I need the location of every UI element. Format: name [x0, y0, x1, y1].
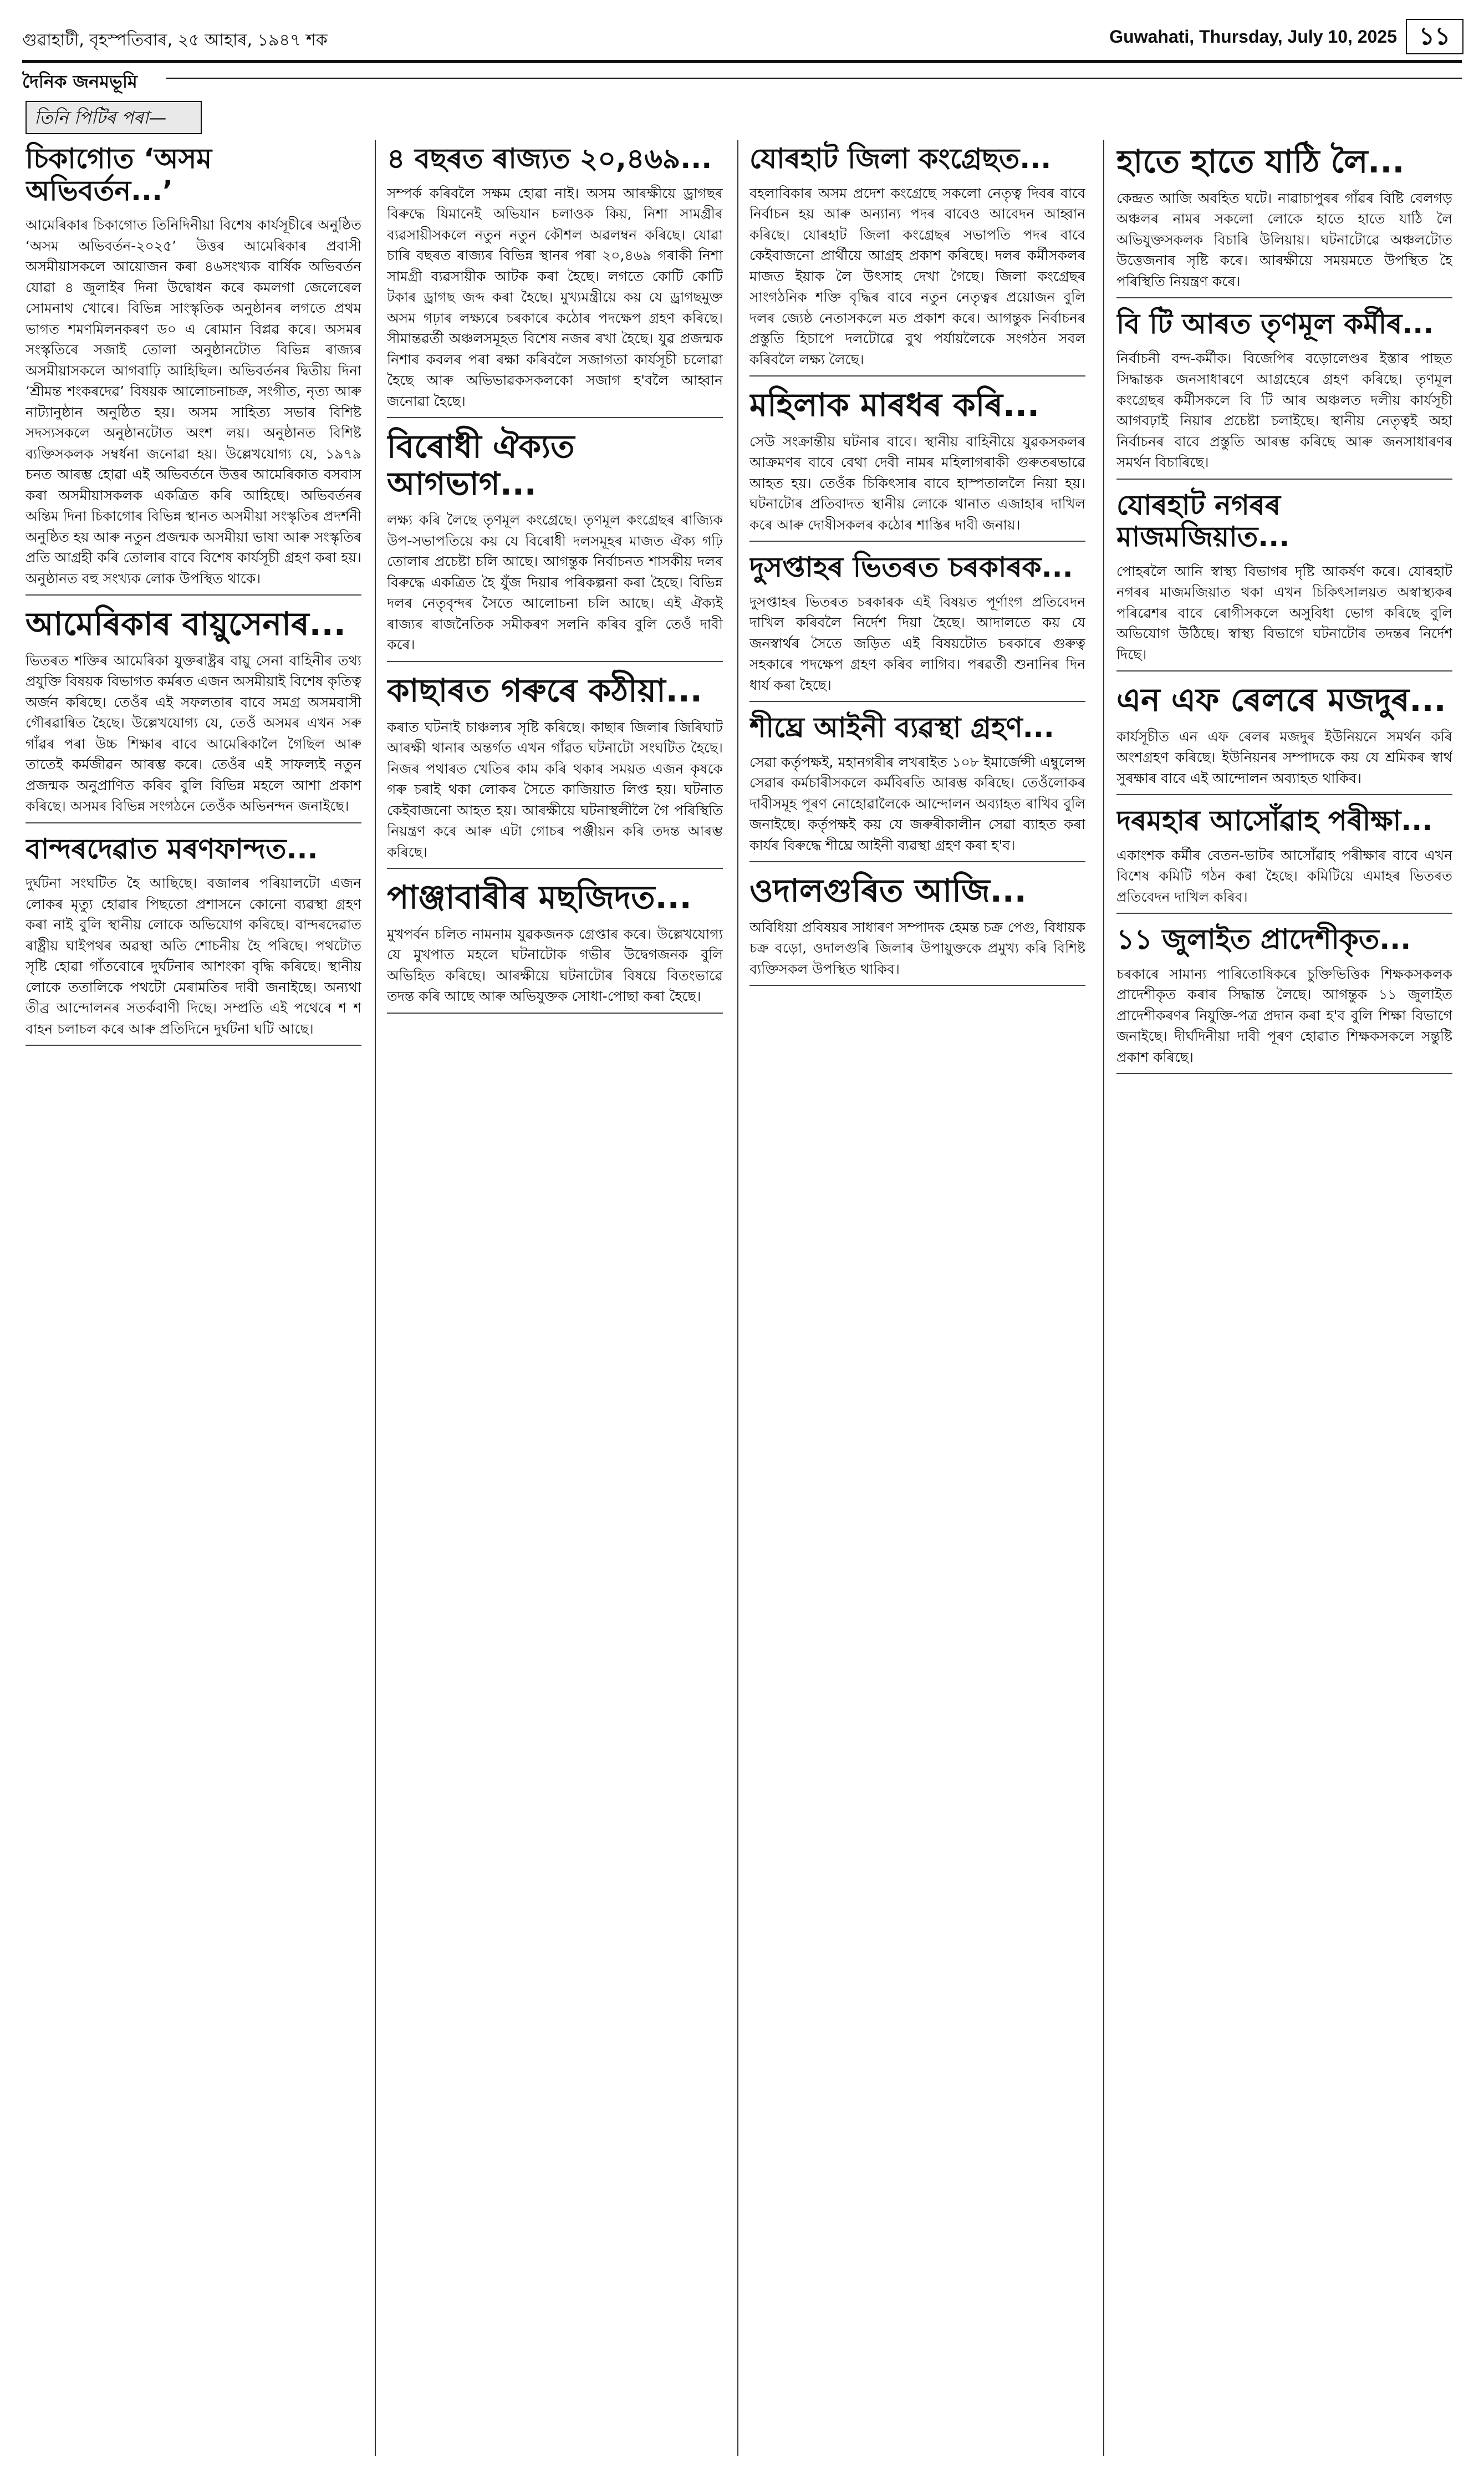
article-headline: মহিলাক মাৰধৰ কৰি... — [749, 386, 1040, 424]
article-headline: বি টি আৰত তৃণমূল কৰ্মীৰ... — [1116, 308, 1434, 340]
article-body: মুখপৰ্বন চলিত নামনাম যুৱকজনক গ্ৰেপ্তাৰ কৰে। উল্লেখযোগ্য যে মুখপাত মহলে ঘটনাটোক গভীৰ উদ্বেগজনক বুলি অভিহিত কৰিছে। আৰক্ষীয়ে ঘটনাটোৰ বিষয়ে বিতংভাৱে তদন্ত কৰি আছে আৰু অভিযুক্তক সোধা-পোছা কৰা হৈছে। — [387, 925, 723, 1005]
article-headline: চিকাগোত ‘অসম অভিবৰ্তন...’ — [26, 143, 212, 207]
news-article — [749, 872, 1085, 986]
header-rule — [22, 60, 1462, 63]
masthead: দৈনিক জনমভূমি — [22, 71, 137, 92]
news-article — [749, 712, 1085, 862]
column-divider — [375, 140, 376, 2456]
news-article — [1116, 681, 1452, 795]
article-body: ভিতৰত শক্তিৰ আমেৰিকা যুক্তৰাষ্ট্ৰৰ বায়ু সেনা বাহিনীৰ তথ্য প্ৰযুক্তি বিষয়ক বিভাগত কৰ্মৰত এজন অসমীয়াই বিশেষ কৃতিত্ব অৰ্জন কৰিছে। তেওঁৰ এই সফলতাৰ বাবে সমগ্ৰ অসমবাসী গৌৰৱান্বিত হৈছে। উল্লেখযোগ্য যে, তেওঁ অসমৰ এখন সৰু গাঁৱৰ পৰা উচ্চ শিক্ষাৰ বাবে আমেৰিকালৈ গৈছিল আৰু তাতেই কৰ্মজীৱন আৰম্ভ কৰে। তেওঁৰ এই সাফল্যই নতুন প্ৰজন্মক অনুপ্ৰাণিত কৰিব বুলি বিভিন্ন মহলে আশা প্ৰকাশ কৰিছে। অসমৰ বিভিন্ন সংগঠনে তেওঁক অভিনন্দন জনাইছে। — [26, 652, 361, 815]
news-article — [749, 143, 1085, 377]
news-article — [26, 606, 361, 823]
news-article — [1116, 924, 1452, 1074]
article-body: লক্ষ্য কৰি লৈছে তৃণমূল কংগ্ৰেছে। তৃণমূল কংগ্ৰেছৰ ৰাজ্যিক উপ-সভাপতিয়ে কয় যে বিৰোধী দলসমূহৰ মাজত ঐক্য গঢ়ি তোলাৰ প্ৰচেষ্টা চলি আছে। আগন্তুক নিৰ্বাচনত শাসকীয় দলৰ বিৰুদ্ধে একত্ৰিত হৈ যুঁজ দিয়াৰ পৰিকল্পনা কৰা হৈছে। বিভিন্ন দলৰ নেতৃবৃন্দৰ সৈতে আলোচনা চলি আছে। এই ঐক্যই ৰাজ্যৰ ৰাজনৈতিক সমীকৰণ সলনি কৰিব বুলি তেওঁ দাবী কৰে। — [387, 512, 723, 653]
news-article — [1116, 490, 1452, 672]
article-body: চৰকাৰে সামান্য পাৰিতোষিকৰে চুক্তিভিত্তিক শিক্ষকসকলক প্ৰাদেশীকৃত কৰাৰ সিদ্ধান্ত লৈছে। আগন্তুক ১১ জুলাইত প্ৰাদেশীকৰণৰ নিযুক্তি-পত্ৰ প্ৰদান কৰা হ'ব বুলি শিক্ষা বিভাগে জনাইছে। দীৰ্ঘদিনীয়া দাবী পূৰণ হোৱাত শিক্ষকসকলে সন্তুষ্টি প্ৰকাশ কৰিছে। — [1116, 965, 1452, 1065]
article-headline: যোৰহাট নগৰৰ মাজমজিয়াত... — [1116, 489, 1290, 553]
news-article — [387, 143, 723, 418]
article-body: আমেৰিকাৰ চিকাগোত তিনিদিনীয়া বিশেষ কাৰ্যসূচীৰে অনুষ্ঠিত ‘অসম অভিবৰ্তন-২০২৫’ উত্তৰ আমেৰিকাৰ প্ৰবাসী অসমীয়াসকলে আয়োজন কৰা ৪৬সংখ্যক বাৰ্ষিক অভিবৰ্তন যোৱা ৪ জুলাইৰ দিনা উদ্বোধন কৰে কমলগা জেলেৰেল সোমনাথ খোৰে। বিভিন্ন সাংস্কৃতিক অনুষ্ঠানৰ লগতে প্ৰথম ভাগত শমণমিলনকৰণ ড০ এ ৰোমান বিপ্লৱ কৰে। অসমৰ সংস্কৃতিৰে সজাই তোলা অনুষ্ঠানটোত বিভিন্ন ৰাজ্যৰ অসমীয়াসকলে আগবাঢ়ি আহিছিল। অভিবৰ্তনৰ দ্বিতীয় দিনা ‘শ্ৰীমন্ত শংকৰদেৱ’ বিষয়ক আলোচনাচক্ৰ, সংগীত, নৃত্য আৰু নাট্যানুষ্ঠান অনুষ্ঠিত হয়। অসম সাহিত্য সভাৰ বিশিষ্ট সদস্যসকলে অনুষ্ঠানটোত অংশ লয়। অনুষ্ঠানত বিশিষ্ট ব্যক্তিসকলক সম্বৰ্ধনা জনোৱা হয়। উল্লেখযোগ্য যে, ১৯৭৯ চনত আৰম্ভ হোৱা এই অভিবৰ্তনে উত্তৰ আমেৰিকাত বসবাস কৰা অসমীয়াসকলক একত্ৰিত কৰি আহিছে। অভিবৰ্তনৰ অন্তিম দিনা চিকাগোৰ বিভিন্ন স্থানত অসমীয়া সংস্কৃতিৰ প্ৰদৰ্শনী অনুষ্ঠিত হয় আৰু নতুন প্ৰজন্মক অসমীয়া ভাষা আৰু সংস্কৃতিৰ প্ৰতি আগ্ৰহী কৰি তোলাৰ বাবে বিশেষ কাৰ্যসূচী গ্ৰহণ কৰা হয়। অনুষ্ঠানত বহু সংখ্যক লোক উপস্থিত থাকে। — [26, 217, 361, 587]
article-body: কৰাত ঘটনাই চাঞ্চল্যৰ সৃষ্টি কৰিছে। কাছাৰ জিলাৰ জিৰিঘাট আৰক্ষী থানাৰ অন্তৰ্গত এখন গাঁৱত ঘটনাটো সংঘটিত হৈছে। নিজৰ পথাৰত খেতিৰ কাম কৰি থকাৰ সময়ত এজন কৃষকে গৰু চৰাই থকা লোকৰ সৈতে কাজিয়াত লিপ্ত হয়। ঘটনাত কেইবাজনো আহত হয়। আৰক্ষীয়ে ঘটনাস্থলীলৈ গৈ পৰিস্থিতি নিয়ন্ত্ৰণ কৰে আৰু এটা গোচৰ পঞ্জীয়ন কৰি তদন্ত আৰম্ভ কৰিছে। — [387, 719, 723, 860]
article-body: অবিধিয়া প্ৰবিষয়ৰ সাধাৰণ সম্পাদক হেমন্ত চক্ৰ পেগু, বিধায়ক চক্ৰ বড়ো, ওদালগুৰি জিলাৰ উপায়ুক্তকে প্ৰমুখ্য কৰি বিশিষ্ট ব্যক্তিসকল উপস্থিত থাকিব। — [749, 919, 1085, 977]
article-headline: যোৰহাট জিলা কংগ্ৰেছত... — [749, 143, 1052, 175]
page-header — [22, 19, 1463, 52]
article-headline: দৰমহাৰ আসোঁৱাহ পৰীক্ষা... — [1116, 805, 1433, 837]
news-article — [26, 833, 361, 1046]
article-headline: এন এফ ৰেলৰে মজদুৰ... — [1116, 681, 1446, 719]
news-article — [749, 552, 1085, 702]
article-headline: ওদালগুৰিত আজি... — [749, 872, 1027, 910]
column-2 — [387, 140, 723, 2456]
article-headline: পাঞ্জাবাৰীৰ মছজিদত... — [387, 878, 692, 917]
article-headline: ১১ জুলাইত প্ৰাদেশীকৃত... — [1116, 923, 1411, 956]
article-body: সেউ সংক্ৰান্তীয় ঘটনাৰ বাবে। স্থানীয় বাহিনীয়ে যুৱকসকলৰ আক্ৰমণৰ বাবে বেথা দেবী নামৰ মহিলাগৰাকী গুৰুতৰভাৱে আহত হয়। তেওঁক চিকিৎসাৰ বাবে হাস্পতাললৈ নিয়া হয়। ঘটনাটোৰ প্ৰতিবাদত স্থানীয় লোকে থানাত এজাহাৰ দাখিল কৰে আৰু দোষীসকলৰ কঠোৰ শাস্তিৰ দাবী জনায়। — [749, 433, 1085, 533]
header-date-english: Guwahati, Thursday, July 10, 2025 — [1109, 27, 1397, 47]
article-body: দুসপ্তাহৰ ভিতৰত চৰকাৰক এই বিষয়ত পূৰ্ণাংগ প্ৰতিবেদন দাখিল কৰিবলৈ নিৰ্দেশ দিয়া হৈছে। আদালতে কয় যে জনস্বাৰ্থৰ সৈতে জড়িত এই বিষয়টোত চৰকাৰে গুৰুত্ব সহকাৰে পদক্ষেপ গ্ৰহণ কৰিব লাগিব। পৰৱৰ্তী শুনানিৰ দিন ধাৰ্য কৰা হৈছে। — [749, 593, 1085, 693]
page-number: ১১ — [1406, 19, 1463, 54]
article-body: দুৰ্ঘটনা সংঘটিত হৈ আছিছে। বজালৰ পৰিয়ালটো এজন লোকৰ মৃত্যু হোৱাৰ পিছতো প্ৰশাসনে কোনো ব্যৱস্থা গ্ৰহণ কৰা নাই বুলি স্থানীয় লোকে অভিযোগ কৰিছে। বান্দৰদেৱাত ৰাষ্ট্ৰীয় ঘাইপথৰ অৱস্থা অতি শোচনীয় হৈ পৰিছে। পথটোত সৃষ্টি হোৱা গাঁতবোৰে দুৰ্ঘটনাৰ আশংকা বৃদ্ধি কৰিছে। স্থানীয় লোকে ততালিকে পথটো মেৰামতিৰ দাবী জনাইছে। অন্যথা তীব্ৰ আন্দোলনৰ সতৰ্কবাণী দিছে। সম্প্ৰতি এই পথেৰে শ শ বাহন চলাচল কৰে আৰু প্ৰতিদিনে দুৰ্ঘটনা ঘটি আছে। — [26, 875, 361, 1037]
news-article — [749, 386, 1085, 542]
article-body: কেন্দ্ৰত আজি অবহিত ঘটে। নাৱাচাপুৰৰ গাঁৱৰ বিষ্টি বেলগড় অঞ্চলৰ নামৰ সকলো লোকে হাতে হাতে যাঠি লৈ অভিযুক্তসকলক বিচাৰি উলিয়ায়। ঘটনাটোৱে অঞ্চলটোত উত্তেজনাৰ সৃষ্টি কৰে। আৰক্ষীয়ে সময়মতে উপস্থিত হৈ পৰিস্থিতি নিয়ন্ত্ৰণ কৰে। — [1116, 190, 1452, 289]
section-kicker: তিনি পিটিৰ পৰা— — [26, 101, 202, 134]
header-date-assamese: গুৱাহাটী, বৃহস্পতিবাৰ, ২৫ আহাৰ, ১৯৪৭ শক — [22, 30, 328, 50]
news-article — [1116, 805, 1452, 914]
article-headline: কাছাৰত গৰুৰে কঠীয়া... — [387, 671, 702, 709]
article-headline: দুসপ্তাহৰ ভিতৰত চৰকাৰক... — [749, 551, 1073, 584]
news-article — [387, 879, 723, 1014]
article-headline: শীঘ্ৰে আইনী ব্যৱস্থা গ্ৰহণ... — [749, 711, 1054, 744]
article-body: একাংশক কৰ্মীৰ বেতন-ভাটৰ আসোঁৱাহ পৰীক্ষাৰ বাবে এখন বিশেষ কমিটি গঠন কৰা হৈছে। কমিটিয়ে এমাহৰ ভিতৰত প্ৰতিবেদন দাখিল কৰিব। — [1116, 847, 1452, 905]
news-article — [1116, 308, 1452, 480]
column-divider — [1103, 140, 1104, 2456]
article-headline: হাতে হাতে যাঠি লৈ... — [1116, 143, 1405, 180]
column-4 — [1116, 140, 1452, 2456]
column-divider — [737, 140, 738, 2456]
article-body: কাৰ্যসূচীত এন এফ ৰেলৰ মজদুৰ ইউনিয়নে সমৰ্থন কৰি অংশগ্ৰহণ কৰিছে। ইউনিয়নৰ সম্পাদকে কয় যে শ্ৰমিকৰ স্বাৰ্থ সুৰক্ষাৰ বাবে এই আন্দোলন অব্যাহত থাকিব। — [1116, 728, 1452, 786]
news-article — [1116, 143, 1452, 298]
news-article — [387, 672, 723, 869]
article-body: পোহৰলৈ আনি স্বাস্থ্য বিভাগৰ দৃষ্টি আকৰ্ষণ কৰে। যোৰহাট নগৰৰ মাজমজিয়াত থকা এখন চিকিৎসালয়ত অস্বাস্থ্যকৰ পৰিৱেশৰ বাবে ৰোগীসকলে অসুবিধা ভোগ কৰিছে বুলি অভিযোগ উঠিছে। স্বাস্থ্য বিভাগে ঘটনাটোৰ তদন্তৰ নিৰ্দেশ দিছে। — [1116, 563, 1452, 663]
masthead-rule — [166, 78, 1462, 79]
news-article — [26, 143, 361, 596]
article-headline: আমেৰিকাৰ বায়ুসেনাৰ... — [26, 605, 346, 643]
article-headline: ৪ বছৰত ৰাজ্যত ২০,৪৬৯... — [387, 143, 712, 175]
column-1 — [26, 140, 361, 2456]
news-article — [387, 428, 723, 662]
article-body: নিৰ্বাচনী বন্দ-কৰ্মীক। বিজেপিৰ বড়োলেণ্ডৰ ইস্তাৰ পাছত সিদ্ধান্তক জনসাধাৰণে আগ্ৰহেৰে গ্ৰহণ কৰিছে। তৃণমূল কংগ্ৰেছৰ কৰ্মীসকলে বি টি আৰ অঞ্চলত দলীয় কাৰ্যসূচী আগবঢ়াই নিয়াৰ প্ৰচেষ্টা চলাইছে। স্থানীয় নেতৃত্বই অহা নিৰ্বাচনৰ বাবে প্ৰস্তুতি আৰম্ভ কৰিছে আৰু জনসাধাৰণৰ সমৰ্থন বিচাৰিছে। — [1116, 350, 1452, 471]
article-headline: বিৰোধী ঐক্যত আগভাগ... — [387, 428, 575, 502]
article-body: সম্পৰ্ক কৰিবলৈ সক্ষম হোৱা নাই। অসম আৰক্ষীয়ে ড্ৰাগছৰ বিৰুদ্ধে যিমানেই অভিযান চলাওক কিয়, নিশা সামগ্ৰীৰ ব্যৱসায়ীসকলে নতুন নতুন কৌশল অৱলম্বন কৰিছে। যোৱা চাৰি বছৰত ৰাজ্যৰ বিভিন্ন স্থানৰ পৰা ২০,৪৬৯ গৰাকী নিশা সামগ্ৰী ব্যৱসায়ীক আটক কৰা হৈছে। লগতে কোটি কোটি টকাৰ ড্ৰাগছ জব্দ কৰা হৈছে। মুখ্যমন্ত্ৰীয়ে কয় যে ড্ৰাগছমুক্ত অসম গঢ়াৰ লক্ষ্যৰে চৰকাৰে কঠোৰ পদক্ষেপ গ্ৰহণ কৰিছে। সীমান্তৱৰ্তী অঞ্চলসমূহত বিশেষ নজৰ ৰখা হৈছে। যুৱ প্ৰজন্মক নিশাৰ কবলৰ পৰা ৰক্ষা কৰিবলৈ সজাগতা কাৰ্যসূচী চলোৱা হৈছে আৰু অভিভাৱকসকলকো সজাগ হ'বলৈ আহ্বান জনোৱা হৈছে। — [387, 185, 723, 409]
column-3 — [749, 140, 1085, 2456]
article-headline: বান্দৰদেৱাত মৰণফান্দত... — [26, 832, 318, 865]
article-body: বহলাবিকাৰ অসম প্ৰদেশ কংগ্ৰেছে সকলো নেতৃত্ব দিবৰ বাবে নিৰ্বাচন হয় আৰু অন্যান্য পদৰ বাবেও আবেদন আহ্বান কৰিছে। যোৰহাট জিলা কংগ্ৰেছৰ সভাপতি পদৰ বাবে কেইবাজনো প্ৰাৰ্থীয়ে আগ্ৰহ প্ৰকাশ কৰিছে। দলৰ কৰ্মীসকলৰ মাজত ইয়াক লৈ উৎসাহ দেখা গৈছে। জিলা কংগ্ৰেছৰ সাংগঠনিক শক্তি বৃদ্ধিৰ বাবে নতুন নেতৃত্বৰ প্ৰয়োজন বুলি দলৰ জ্যেষ্ঠ নেতাসকলে মত প্ৰকাশ কৰে। আগন্তুক নিৰ্বাচনৰ প্ৰস্তুতি হিচাপে দলটোৱে বুথ পৰ্যায়লৈকে সংগঠন সবল কৰিবলৈ লক্ষ্য লৈছে। — [749, 185, 1085, 368]
article-body: সেৱা কৰ্তৃপক্ষই, মহানগৰীৰ লখৰাইত ১০৮ ইমাৰ্জেন্সী এম্বুলেন্স সেৱাৰ কৰ্মচাৰীসকলে কৰ্মবিৰতি আৰম্ভ কৰিছে। তেওঁলোকৰ দাবীসমূহ পূৰণ নোহোৱালৈকে আন্দোলন অব্যাহত ৰাখিব বুলি জনাইছে। কৰ্তৃপক্ষই কয় যে জৰুৰীকালীন সেৱা ব্যাহত কৰা কাৰ্যৰ বিৰুদ্ধে শীঘ্ৰে আইনী ব্যৱস্থা গ্ৰহণ কৰা হ'ব। — [749, 754, 1085, 853]
